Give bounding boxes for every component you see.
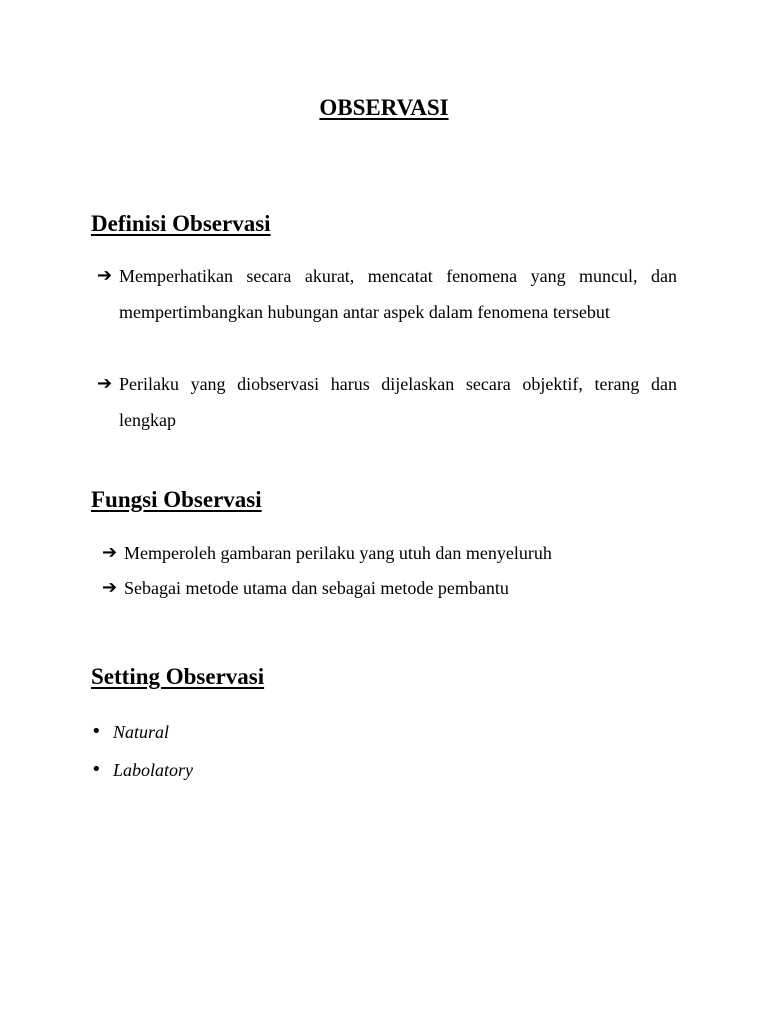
page-title: OBSERVASI xyxy=(319,95,449,120)
list-item xyxy=(97,258,677,330)
list-item-text: Perilaku yang diobservasi harus dijelaskan secara objektif, terang dan lengkap xyxy=(119,374,677,430)
arrow-right-icon: ➔ xyxy=(102,577,118,598)
list-item xyxy=(97,366,677,438)
arrow-right-icon: ➔ xyxy=(97,373,113,394)
list-item-text: Labolatory xyxy=(113,760,194,780)
list-item xyxy=(102,575,509,601)
section-heading-setting: Setting Observasi xyxy=(91,664,265,689)
list-item-text: Memperhatikan secara akurat, mencatat fenomena yang muncul, dan mempertimbangkan hubungan antar aspek dalam fenomena tersebut xyxy=(119,266,677,322)
section-heading-fungsi: Fungsi Observasi xyxy=(91,487,262,512)
list-item-text: Memperoleh gambaran perilaku yang utuh dan menyeluruh xyxy=(124,543,552,563)
bullet-icon: • xyxy=(91,721,102,742)
list-item xyxy=(102,540,552,566)
list-item-text: Sebagai metode utama dan sebagai metode pembantu xyxy=(124,578,509,598)
list-item xyxy=(91,719,170,745)
list-item xyxy=(91,757,194,783)
section-heading-definisi: Definisi Observasi xyxy=(91,211,271,236)
list-item-text: Natural xyxy=(113,722,170,742)
bullet-icon: • xyxy=(91,759,102,780)
arrow-right-icon: ➔ xyxy=(102,542,118,563)
arrow-right-icon: ➔ xyxy=(97,265,113,286)
